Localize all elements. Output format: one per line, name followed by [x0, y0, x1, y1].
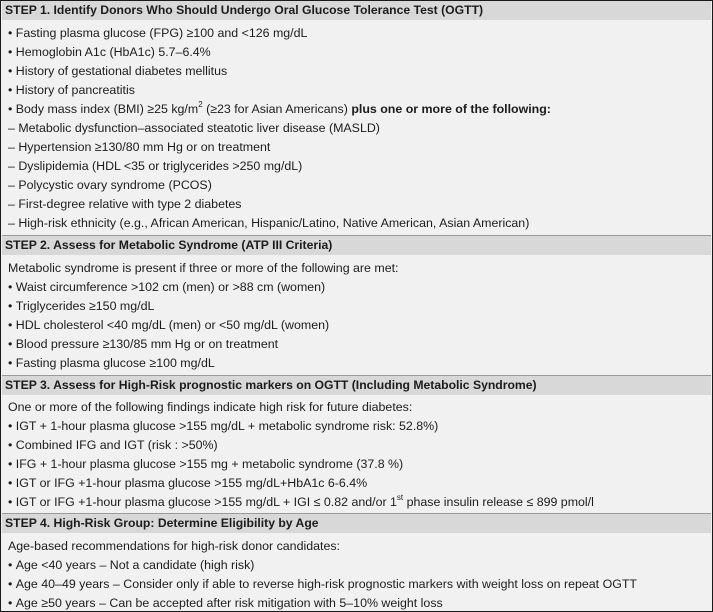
bmi-superscript: 2: [198, 99, 203, 109]
step-2-bullet: • Waist circumference >102 cm (men) or >88 cm (women): [8, 277, 706, 297]
step-4-bullet: • Age <40 years – Not a candidate (high risk): [8, 555, 706, 575]
step-3-intro: One or more of the following findings indicate high risk for future diabetes:: [8, 400, 413, 414]
step-3-bullet: • IGT or IFG +1-hour plasma glucose >155 mg/dL+HbA1c 6-6.4%: [8, 473, 706, 493]
step-1-sub-item: – Dyslipidemia (HDL <35 or triglycerides >250 mg/dL): [8, 156, 706, 176]
step-1-bullet: • History of pancreatitis: [8, 80, 706, 100]
step-1-header: STEP 1. Identify Donors Who Should Undergo Oral Glucose Tolerance Test (OGTT): [2, 1, 711, 20]
step-3-last-bullet: [8, 492, 706, 512]
igi-criteria-text: IGT or IFG +1-hour plasma glucose >155 mg/dL + IGI ≤ 0.82 and/or 1: [15, 495, 397, 509]
step-1-sub-item: – Polycystic ovary syndrome (PCOS): [8, 175, 706, 195]
step-1-sub-item: – Hypertension ≥130/80 mm Hg or on treatment: [8, 137, 706, 157]
bmi-plus-criteria: plus one or more of the following:: [351, 102, 551, 116]
step-1-bullet: • History of gestational diabetes mellitus: [8, 61, 706, 81]
step-4-bullet: • Age 40–49 years – Consider only if able to reverse high-risk prognostic markers with weight loss on repeat OGTT: [8, 574, 706, 594]
step-2-bullet: • Blood pressure ≥130/85 mm Hg or on treatment: [8, 334, 706, 354]
step-3-bullet: • IFG + 1-hour plasma glucose >155 mg + metabolic syndrome (37.8 %): [8, 454, 706, 474]
step-4-intro: Age-based recommendations for high-risk donor candidates:: [8, 539, 340, 553]
step-1-bmi-bullet: [8, 99, 706, 119]
step-1-sub-item: – Metabolic dysfunction–associated steatotic liver disease (MASLD): [8, 118, 706, 138]
insulin-release-text: phase insulin release ≤ 899 pmol/l: [403, 495, 594, 509]
step-3-header: STEP 3. Assess for High-Risk prognostic markers on OGTT (Including Metabolic Syndrome): [2, 375, 711, 395]
step-2-intro: Metabolic syndrome is present if three or more of the following are met:: [8, 261, 399, 275]
first-phase-superscript: st: [396, 492, 404, 502]
step-2-bullet: • Triglycerides ≥150 mg/dL: [8, 296, 706, 316]
step-1-sub-item: – First-degree relative with type 2 diabetes: [8, 194, 706, 214]
step-2-bullet: • Fasting plasma glucose ≥100 mg/dL: [8, 353, 706, 373]
step-4-header: STEP 4. High-Risk Group: Determine Eligibility by Age: [2, 513, 711, 533]
step-3-bullet: • IGT + 1-hour plasma glucose >155 mg/dL + metabolic syndrome risk: 52.8%): [8, 416, 706, 436]
step-1-bullet: • Hemoglobin A1c (HbA1c) 5.7–6.4%: [8, 42, 706, 62]
step-2-bullet: • HDL cholesterol <40 mg/dL (men) or <50 mg/dL (women): [8, 315, 706, 335]
step-4-bullet: • Age ≥50 years – Can be accepted after risk mitigation with 5–10% weight loss: [8, 593, 706, 612]
bmi-text: Body mass index (BMI) ≥25 kg/m: [15, 102, 199, 116]
step-1-sub-item: – High-risk ethnicity (e.g., African American, Hispanic/Latino, Native American, Asian American): [8, 213, 706, 233]
step-1-bullet: • Fasting plasma glucose (FPG) ≥100 and <126 mg/dL: [8, 23, 706, 43]
step-2-header: STEP 2. Assess for Metabolic Syndrome (ATP III Criteria): [2, 235, 711, 255]
bmi-asian-note: (≥23 for Asian Americans): [202, 102, 352, 116]
step-3-bullet: • Combined IFG and IGT (risk : >50%): [8, 435, 706, 455]
